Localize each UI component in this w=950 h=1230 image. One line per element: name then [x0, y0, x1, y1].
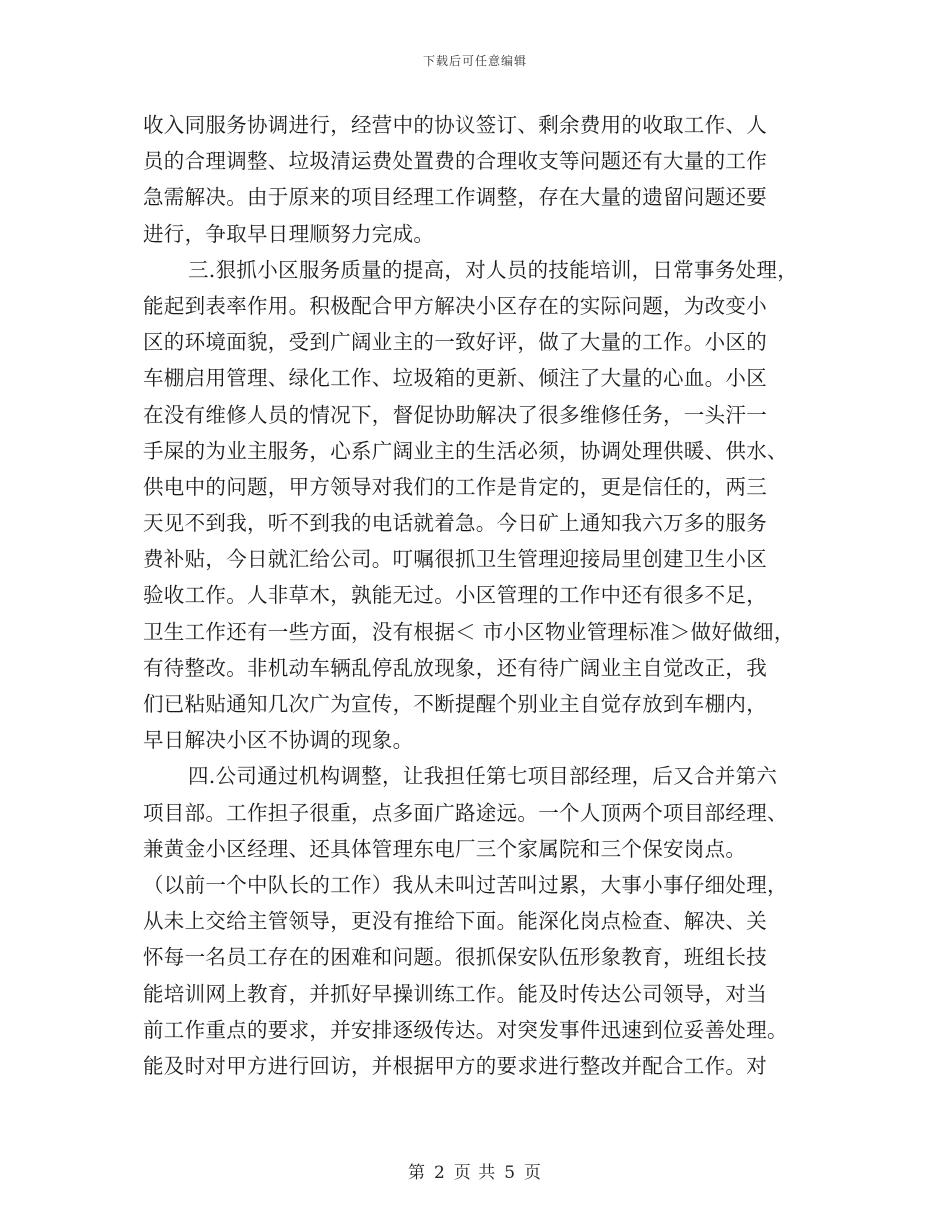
page-footer — [0, 1158, 950, 1183]
text-line: 三.狠抓小区服务质量的提高，对人员的技能培训，日常事务处理， — [188, 257, 799, 282]
text-line: 验收工作。人非草木，孰能无过。小区管理的工作中还有很多不足， — [143, 583, 767, 608]
text-line: 在没有维修人员的情况下，督促协助解决了很多维修任务，一头汗一 — [143, 402, 767, 427]
paragraph — [143, 758, 823, 1084]
text-line: 收入同服务协调进行，经营中的协议签订、剩余费用的收取工作、人 — [143, 113, 767, 137]
document-body — [143, 107, 823, 1084]
text-line: 供电中的问题，甲方领导对我们的工作是肯定的，更是信任的，两三 — [143, 474, 767, 499]
text-line: 能培训网上教育，并抓好早操训练工作。能及时传达公司领导，对当 — [143, 981, 767, 1006]
text-line: 员的合理调整、垃圾清运费处置费的合理收支等问题还有大量的工作 — [143, 149, 767, 174]
text-line: 手屎的为业主服务，心系广阔业主的生活必须，协调处理供暖、供水、 — [143, 438, 788, 463]
text-line: 费补贴，今日就汇给公司。叮嘱很抓卫生管理迎接局里创建卫生小区 — [143, 547, 767, 572]
text-line: 们已粘贴通知几次广为宣传，不断提醒个别业主自觉存放到车棚内， — [143, 692, 767, 716]
text-line: 天见不到我，听不到我的电话就着急。今日矿上通知我六万多的服务 — [143, 511, 767, 536]
text-line: 从未上交给主管领导，更没有推给下面。能深化岗点检查、解决、关 — [143, 909, 767, 934]
text-line: 能起到表率作用。积极配合甲方解决小区存在的实际问题，为改变小 — [143, 293, 767, 318]
text-line: 四.公司通过机构调整，让我担任第七项目部经理，后又合并第六 — [188, 764, 778, 789]
paragraph — [143, 252, 823, 759]
footer-prefix: 第 — [407, 1163, 426, 1183]
paragraph — [143, 107, 823, 252]
footer-suffix: 页 — [524, 1163, 543, 1183]
text-line: 前工作重点的要求，并安排逐级传达。对突发事件迅速到位妥善处理。 — [143, 1017, 788, 1042]
text-line: 有待整改。非机动车辆乱停乱放现象，还有待广阔业主自觉改正，我 — [143, 655, 767, 680]
text-line: （以前一个中队长的工作）我从未叫过苦叫过累，大事小事仔细处理， — [143, 872, 788, 897]
text-line: 早日解决小区不协调的现象。 — [143, 728, 414, 753]
text-line: 怀每一名员工存在的困难和问题。很抓保安队伍形象教育，班组长技 — [143, 945, 767, 970]
text-line: 兼黄金小区经理、还具体管理东电厂三个家属院和三个保安岗点。 — [143, 836, 747, 861]
page-header: 下载后可任意编辑 — [422, 54, 527, 68]
text-line: 急需解决。由于原来的项目经理工作调整，存在大量的遗留问题还要 — [143, 185, 767, 210]
total-pages: 5 — [504, 1163, 517, 1183]
text-line: 区的环境面貌，受到广阔业主的一致好评，做了大量的工作。小区的 — [143, 330, 767, 355]
text-line: 进行，争取早日理顺努力完成。 — [143, 221, 435, 246]
text-line: 卫生工作还有一些方面，没有根据＜ 市小区物业管理标准＞做好做细， — [143, 619, 795, 644]
text-line: 车棚启用管理、绿化工作、垃圾箱的更新、倾注了大量的心血。小区 — [143, 366, 767, 391]
text-line: 项目部。工作担子很重，点多面广路途远。一个人顶两个项目部经理、 — [143, 800, 788, 825]
footer-middle: 页 共 — [453, 1163, 497, 1183]
text-line: 能及时对甲方进行回访，并根据甲方的要求进行整改并配合工作。对 — [143, 1053, 767, 1078]
page-number: 2 — [433, 1163, 446, 1183]
